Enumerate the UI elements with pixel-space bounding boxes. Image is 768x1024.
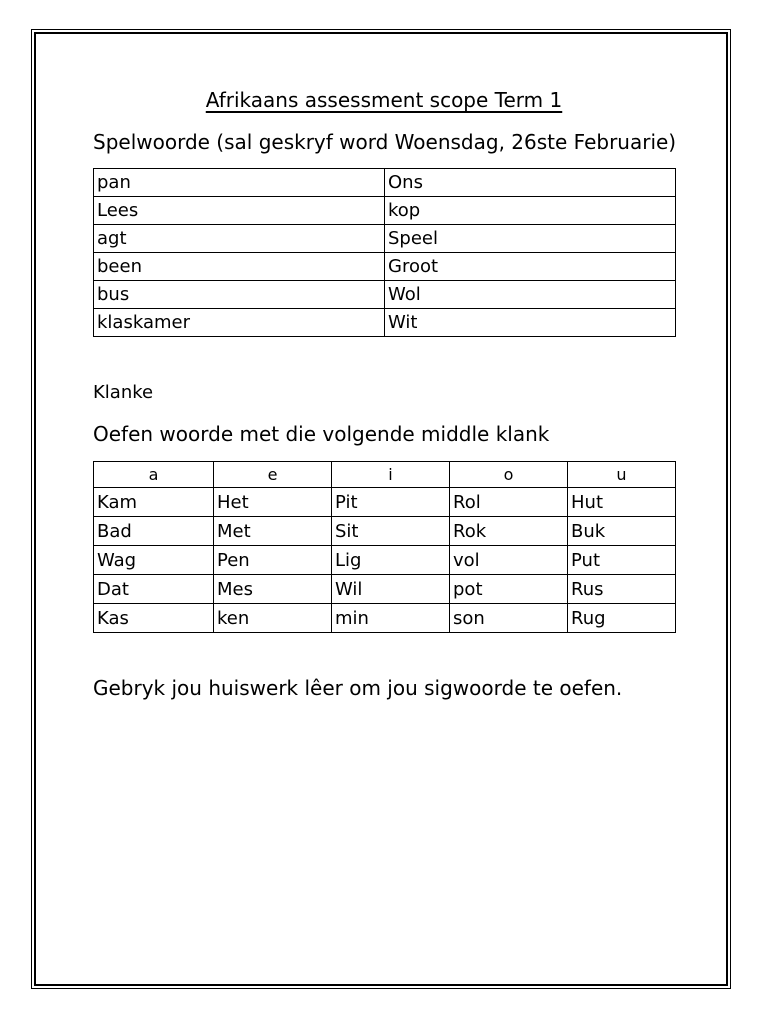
- table-row: [94, 225, 676, 253]
- spelling-heading: Spelwoorde (sal geskryf word Woensdag, 26ste Februarie): [93, 130, 677, 154]
- klank-word: pot: [450, 575, 568, 604]
- klank-word: Pen: [214, 546, 332, 575]
- table-row: [94, 517, 676, 546]
- klank-word: son: [450, 604, 568, 633]
- klank-word: Kam: [94, 488, 214, 517]
- table-row: [94, 281, 676, 309]
- column-header-e: e: [214, 462, 332, 488]
- klank-word: Lig: [332, 546, 450, 575]
- klank-word: Rug: [568, 604, 676, 633]
- footer-note: Gebryk jou huiswerk lêer om jou sigwoorde te oefen.: [93, 676, 623, 700]
- column-header-u: u: [568, 462, 676, 488]
- klank-word: Rok: [450, 517, 568, 546]
- spelling-word: Speel: [385, 225, 676, 253]
- spelling-word: Ons: [385, 169, 676, 197]
- table-row: [94, 197, 676, 225]
- column-header-a: a: [94, 462, 214, 488]
- spelling-word: Wol: [385, 281, 676, 309]
- table-row: [94, 169, 676, 197]
- spelling-word: agt: [94, 225, 385, 253]
- spelling-word: Wit: [385, 309, 676, 337]
- klank-word: vol: [450, 546, 568, 575]
- table-row: [94, 309, 676, 337]
- column-header-i: i: [332, 462, 450, 488]
- document-title: Afrikaans assessment scope Term 1: [205, 88, 563, 112]
- spelling-word: pan: [94, 169, 385, 197]
- klank-word: ken: [214, 604, 332, 633]
- klank-word: Wil: [332, 575, 450, 604]
- table-row: [94, 488, 676, 517]
- klank-word: Mes: [214, 575, 332, 604]
- klank-word: Rus: [568, 575, 676, 604]
- klanke-heading: Klanke: [93, 382, 154, 403]
- spelling-word: kop: [385, 197, 676, 225]
- spelling-word: Groot: [385, 253, 676, 281]
- klank-word: Wag: [94, 546, 214, 575]
- table-row: [94, 546, 676, 575]
- column-header-o: o: [450, 462, 568, 488]
- klanke-instruction: Oefen woorde met die volgende middle klank: [93, 422, 550, 446]
- spelling-table: [93, 168, 676, 337]
- klank-word: Hut: [568, 488, 676, 517]
- table-header-row: [94, 462, 676, 488]
- klank-word: Put: [568, 546, 676, 575]
- klank-word: Met: [214, 517, 332, 546]
- klank-word: Pit: [332, 488, 450, 517]
- table-row: [94, 253, 676, 281]
- klank-word: Bad: [94, 517, 214, 546]
- spelling-word: bus: [94, 281, 385, 309]
- spelling-word: been: [94, 253, 385, 281]
- klank-word: Sit: [332, 517, 450, 546]
- klank-word: Kas: [94, 604, 214, 633]
- klank-word: Rol: [450, 488, 568, 517]
- klank-word: Het: [214, 488, 332, 517]
- klanke-table: [93, 461, 676, 633]
- spelling-word: klaskamer: [94, 309, 385, 337]
- spelling-word: Lees: [94, 197, 385, 225]
- table-row: [94, 604, 676, 633]
- klank-word: Dat: [94, 575, 214, 604]
- klank-word: Buk: [568, 517, 676, 546]
- table-row: [94, 575, 676, 604]
- klank-word: min: [332, 604, 450, 633]
